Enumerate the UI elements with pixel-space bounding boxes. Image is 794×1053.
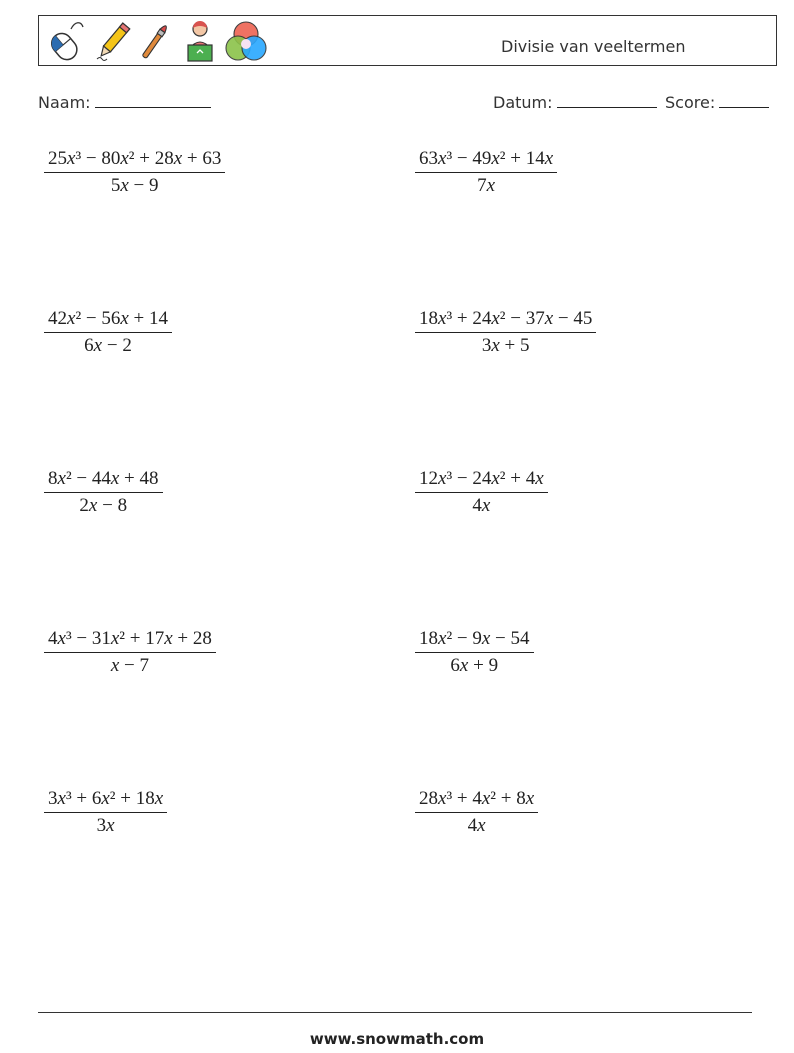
denominator: 7x bbox=[477, 175, 496, 196]
name-field[interactable] bbox=[38, 93, 211, 112]
denominator: 5x − 9 bbox=[110, 175, 159, 196]
problem-8 bbox=[415, 628, 534, 677]
paintbrush-icon bbox=[139, 19, 173, 63]
numerator: 8x² − 44x + 48 bbox=[44, 468, 163, 493]
numerator: 3x³ + 6x² + 18x bbox=[44, 788, 167, 813]
date-blank[interactable] bbox=[557, 93, 657, 108]
worksheet-header bbox=[38, 15, 777, 66]
numerator: 18x² − 9x − 54 bbox=[415, 628, 534, 653]
date-label: Datum: bbox=[493, 93, 553, 112]
score-field[interactable] bbox=[665, 93, 769, 112]
problem-7 bbox=[44, 628, 216, 677]
person-laptop-icon bbox=[183, 19, 217, 63]
date-field[interactable] bbox=[493, 93, 657, 112]
denominator: 6x + 9 bbox=[450, 655, 499, 676]
numerator: 25x³ − 80x² + 28x + 63 bbox=[44, 148, 225, 173]
problem-10 bbox=[415, 788, 538, 837]
numerator: 12x³ − 24x² + 4x bbox=[415, 468, 548, 493]
problem-2 bbox=[415, 148, 557, 197]
color-wheel-icon bbox=[223, 19, 269, 65]
footer-divider bbox=[38, 1012, 752, 1013]
denominator: 3x bbox=[96, 815, 115, 836]
problem-9 bbox=[44, 788, 167, 837]
problem-6 bbox=[415, 468, 548, 517]
score-blank[interactable] bbox=[719, 93, 769, 108]
name-blank[interactable] bbox=[95, 93, 211, 108]
numerator: 4x³ − 31x² + 17x + 28 bbox=[44, 628, 216, 653]
numerator: 28x³ + 4x² + 8x bbox=[415, 788, 538, 813]
mouse-icon bbox=[45, 19, 87, 63]
denominator: 2x − 8 bbox=[79, 495, 128, 516]
numerator: 63x³ − 49x² + 14x bbox=[415, 148, 557, 173]
score-label: Score: bbox=[665, 93, 716, 112]
problem-5 bbox=[44, 468, 163, 517]
denominator: 6x − 2 bbox=[84, 335, 132, 356]
denominator: 3x + 5 bbox=[481, 335, 530, 356]
problem-3 bbox=[44, 308, 172, 357]
problem-4 bbox=[415, 308, 596, 357]
pencil-icon bbox=[93, 19, 133, 63]
worksheet-title: Divisie van veeltermen bbox=[501, 37, 686, 56]
denominator: 4x bbox=[467, 815, 486, 836]
denominator: 4x bbox=[472, 495, 491, 516]
numerator: 18x³ + 24x² − 37x − 45 bbox=[415, 308, 596, 333]
problem-1 bbox=[44, 148, 225, 197]
denominator: x − 7 bbox=[110, 655, 150, 676]
footer-url[interactable]: www.snowmath.com bbox=[309, 1030, 485, 1048]
numerator: 42x² − 56x + 14 bbox=[44, 308, 172, 333]
name-label: Naam: bbox=[38, 93, 91, 112]
